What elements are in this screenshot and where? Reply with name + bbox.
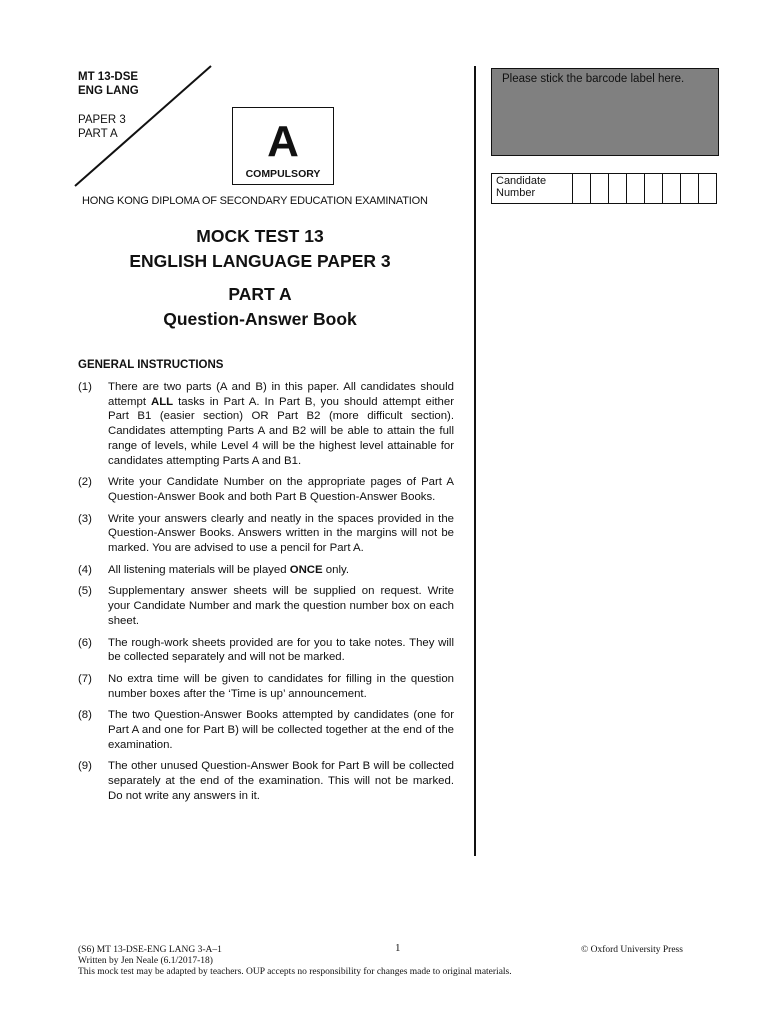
- instruction-text: The two Question-Answer Books attempted by candidates (one for Part A and one for Part B) will be collected together at the end of the examination.: [108, 709, 454, 751]
- compulsory-label: COMPULSORY: [245, 168, 321, 180]
- instruction-text: No extra time will be given to candidates for filling in the question number boxes after the ‘Time is up’ announcement.: [108, 672, 454, 700]
- candidate-digit-box[interactable]: [699, 174, 717, 204]
- instruction-text: Supplementary answer sheets will be supplied on request. Write your Candidate Number and mark the question number box on each sheet.: [108, 585, 454, 627]
- paper-title: ENGLISH LANGUAGE PAPER 3: [129, 251, 391, 271]
- instruction-item: [78, 584, 454, 628]
- instruction-number: (9): [78, 760, 92, 773]
- instruction-item: [78, 636, 454, 665]
- footer-code: (S6) MT 13-DSE-ENG LANG 3-A–1: [78, 945, 222, 955]
- candidate-digit-box[interactable]: [681, 174, 699, 204]
- instruction-number: (4): [78, 563, 92, 576]
- part-letter: A: [267, 117, 299, 166]
- instruction-text: All listening materials will be played ONCE only.: [108, 563, 350, 576]
- candidate-digit-box[interactable]: [573, 174, 591, 204]
- instruction-number: (1): [78, 381, 92, 393]
- part-label: PART A: [78, 128, 118, 140]
- disclaimer: This mock test may be adapted by teachers. OUP accepts no responsibility for changes made to original materials.: [78, 967, 512, 977]
- instruction-number: (8): [78, 709, 92, 722]
- copyright: © Oxford University Press: [581, 945, 683, 955]
- instructions-heading: GENERAL INSTRUCTIONS: [78, 359, 224, 371]
- instruction-number: (2): [78, 476, 92, 489]
- subject-code: ENG LANG: [78, 85, 139, 97]
- part-title: PART A: [228, 284, 292, 304]
- instruction-item: [78, 380, 454, 468]
- candidate-number-label: Candidate Number: [492, 174, 573, 204]
- candidate-number-table: [491, 173, 717, 204]
- candidate-digit-box[interactable]: [627, 174, 645, 204]
- instruction-text: Write your Candidate Number on the appropriate pages of Part A Question-Answer Book and both Part B Question-Answer Books.: [108, 476, 454, 503]
- instruction-number: (7): [78, 672, 92, 685]
- instruction-item: [78, 512, 454, 556]
- instruction-text: The rough-work sheets provided are for you to take notes. They will be collected separately and will not be marked.: [108, 636, 454, 664]
- instruction-number: (3): [78, 512, 92, 525]
- candidate-digit-box[interactable]: [591, 174, 609, 204]
- instruction-text: There are two parts (A and B) in this paper. All candidates should attempt ALL tasks in Part A. In Part B, you should attempt either Part B1 (easier section) OR Part B2 (more difficult section). Candidates attempting Parts A and B2 will be able to attain the full range of levels, while Level 4 will be the highest level attainable for candidates attempting Parts A and B1.: [108, 381, 454, 467]
- candidate-digit-box[interactable]: [645, 174, 663, 204]
- instruction-text: The other unused Question-Answer Book for Part B will be collected separately at the end of the examination. This will not be marked. Do not write any answers in it.: [108, 760, 454, 802]
- candidate-digit-box[interactable]: [663, 174, 681, 204]
- instruction-item: [78, 563, 454, 578]
- barcode-label-area: [491, 68, 719, 156]
- barcode-instruction: Please stick the barcode label here.: [502, 73, 685, 85]
- mock-test-title: MOCK TEST 13: [196, 226, 324, 246]
- instruction-item: [78, 708, 454, 752]
- instruction-number: (6): [78, 636, 92, 649]
- paper-number: PAPER 3: [78, 114, 126, 126]
- instruction-text: Write your answers clearly and neatly in the spaces provided in the Question-Answer Books. Answers written in the margins will not be marked. You are advised to use a pencil for Part A.: [108, 512, 454, 555]
- instruction-item: [78, 672, 454, 701]
- vertical-divider: [474, 66, 476, 856]
- instruction-item: [78, 475, 454, 504]
- candidate-digit-box[interactable]: [609, 174, 627, 204]
- instructions-list: [78, 380, 454, 811]
- instruction-item: [78, 759, 454, 803]
- page-number: 1: [395, 942, 401, 954]
- author-line: Written by Jen Neale (6.1/2017-18): [78, 956, 213, 966]
- part-letter-box: [232, 107, 334, 185]
- instruction-number: (5): [78, 585, 92, 598]
- paper-code: MT 13-DSE: [78, 71, 139, 83]
- book-title: Question-Answer Book: [163, 309, 357, 329]
- exam-name: HONG KONG DIPLOMA OF SECONDARY EDUCATION EXAMINATION: [82, 195, 428, 207]
